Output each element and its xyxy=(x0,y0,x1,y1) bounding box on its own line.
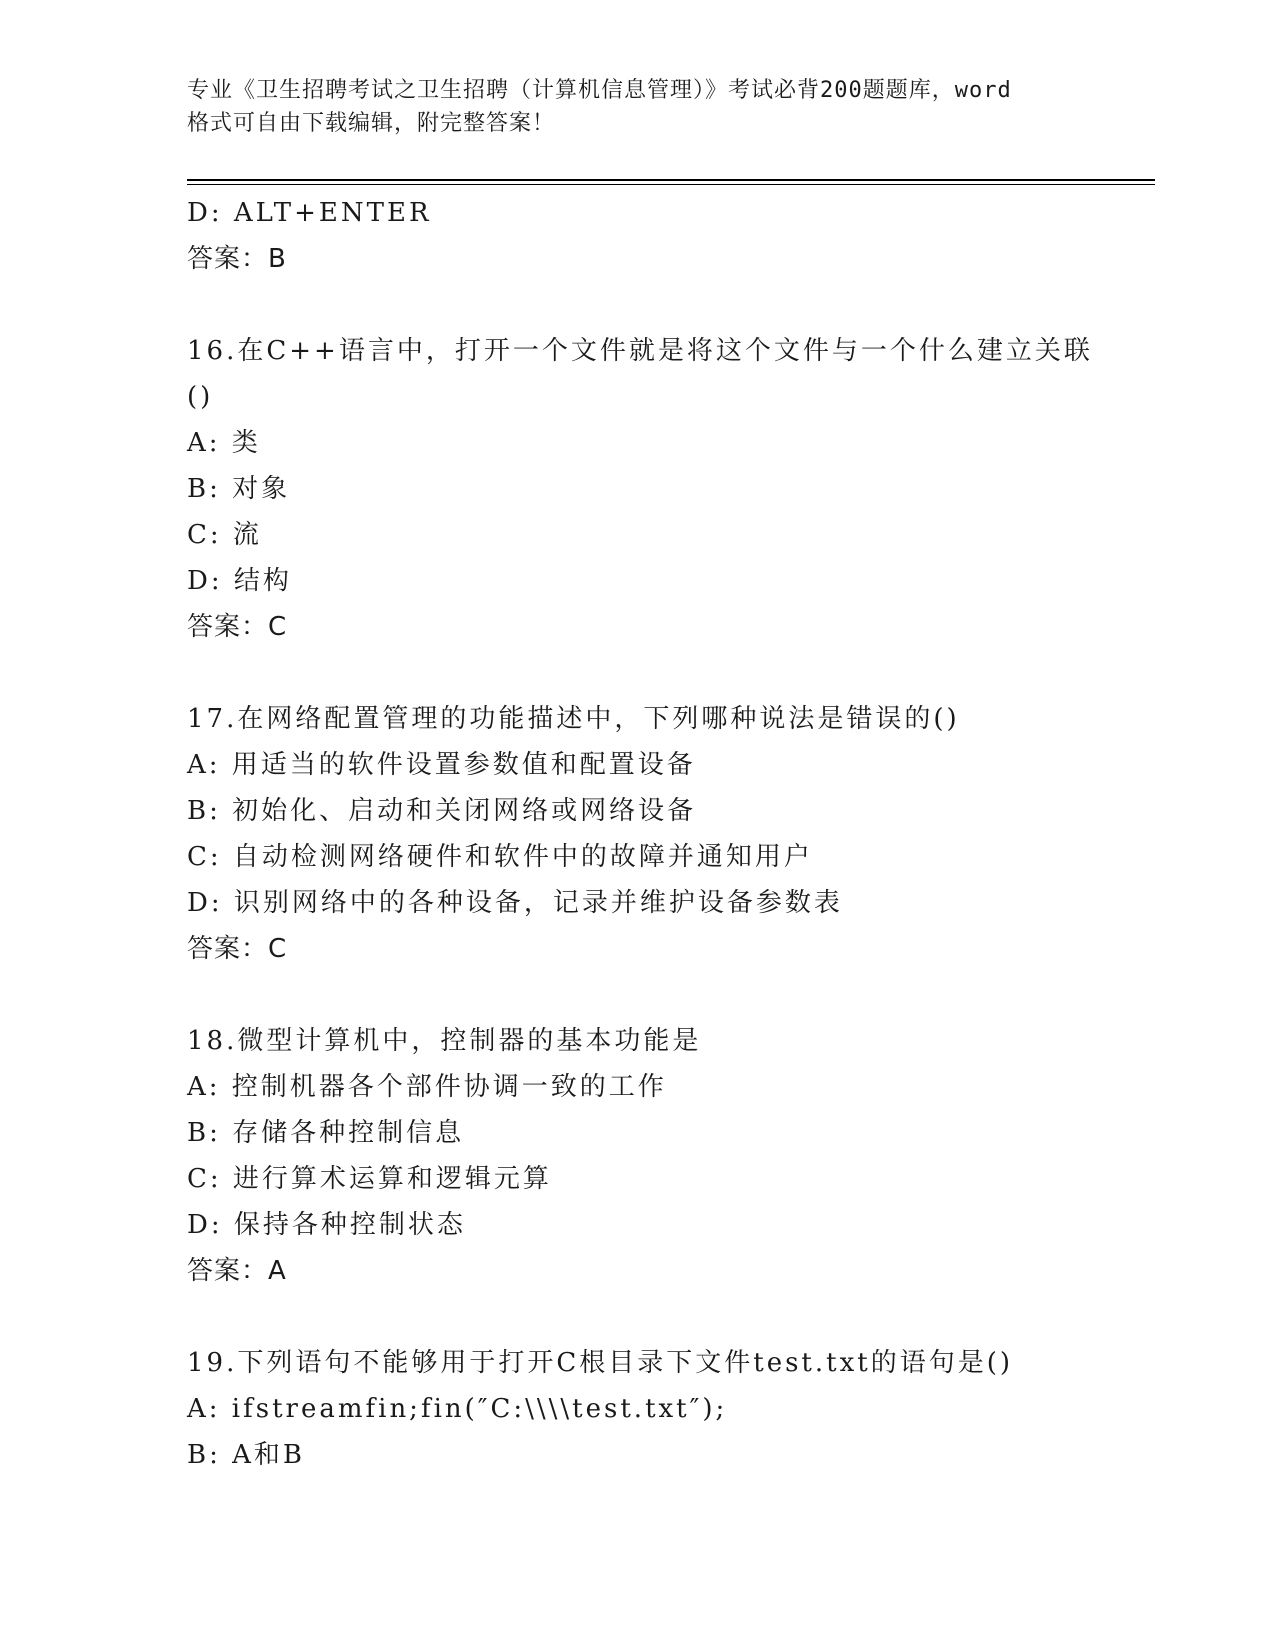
option-a: A: ifstreamfin;fin(″C:\\\\test.txt″); xyxy=(187,1394,728,1424)
header-line-2: 格式可自由下载编辑，附完整答案！ xyxy=(187,111,556,136)
question-title: 17.在网络配置管理的功能描述中，下列哪种说法是错误的() xyxy=(187,704,960,734)
option-d: D: ALT+ENTER xyxy=(187,198,432,228)
question-17 xyxy=(187,696,1117,972)
question-list xyxy=(187,190,1117,1478)
option-d: D: 保持各种控制状态 xyxy=(187,1210,466,1240)
option-a: A: 控制机器各个部件协调一致的工作 xyxy=(187,1072,667,1102)
answer-label: 答案：C xyxy=(187,934,288,964)
option-c: C: 自动检测网络硬件和软件中的故障并通知用户 xyxy=(187,842,813,872)
option-d: D: 结构 xyxy=(187,566,292,596)
question-19 xyxy=(187,1340,1117,1478)
answer-label: 答案：A xyxy=(187,1256,287,1286)
answer-label: 答案：B xyxy=(187,244,287,274)
option-b: B: 初始化、启动和关闭网络或网络设备 xyxy=(187,796,697,826)
option-b: B: A和B xyxy=(187,1440,306,1470)
answer-label: 答案：C xyxy=(187,612,288,642)
option-b: B: 存储各种控制信息 xyxy=(187,1118,465,1148)
option-c: C: 进行算术运算和逻辑元算 xyxy=(187,1164,552,1194)
question-18 xyxy=(187,1018,1117,1294)
header-divider-thick xyxy=(187,179,1155,181)
document-header xyxy=(187,74,1087,140)
header-line-1: 专业《卫生招聘考试之卫生招聘（计算机信息管理）》考试必背200题题库，word xyxy=(187,78,1012,103)
option-c: C: 流 xyxy=(187,520,262,550)
question-16 xyxy=(187,328,1117,650)
question-title: 18.微型计算机中，控制器的基本功能是 xyxy=(187,1026,702,1056)
option-a: A: 用适当的软件设置参数值和配置设备 xyxy=(187,750,696,780)
header-divider-thin xyxy=(187,184,1155,185)
option-b: B: 对象 xyxy=(187,474,291,504)
option-a: A: 类 xyxy=(187,428,261,458)
option-d: D: 识别网络中的各种设备，记录并维护设备参数表 xyxy=(187,888,843,918)
question-title: 19.下列语句不能够用于打开C根目录下文件test.txt的语句是() xyxy=(187,1348,1013,1378)
question-title-continued: () xyxy=(187,382,214,412)
question-title: 16.在C++语言中，打开一个文件就是将这个文件与一个什么建立关联 xyxy=(187,336,1093,366)
